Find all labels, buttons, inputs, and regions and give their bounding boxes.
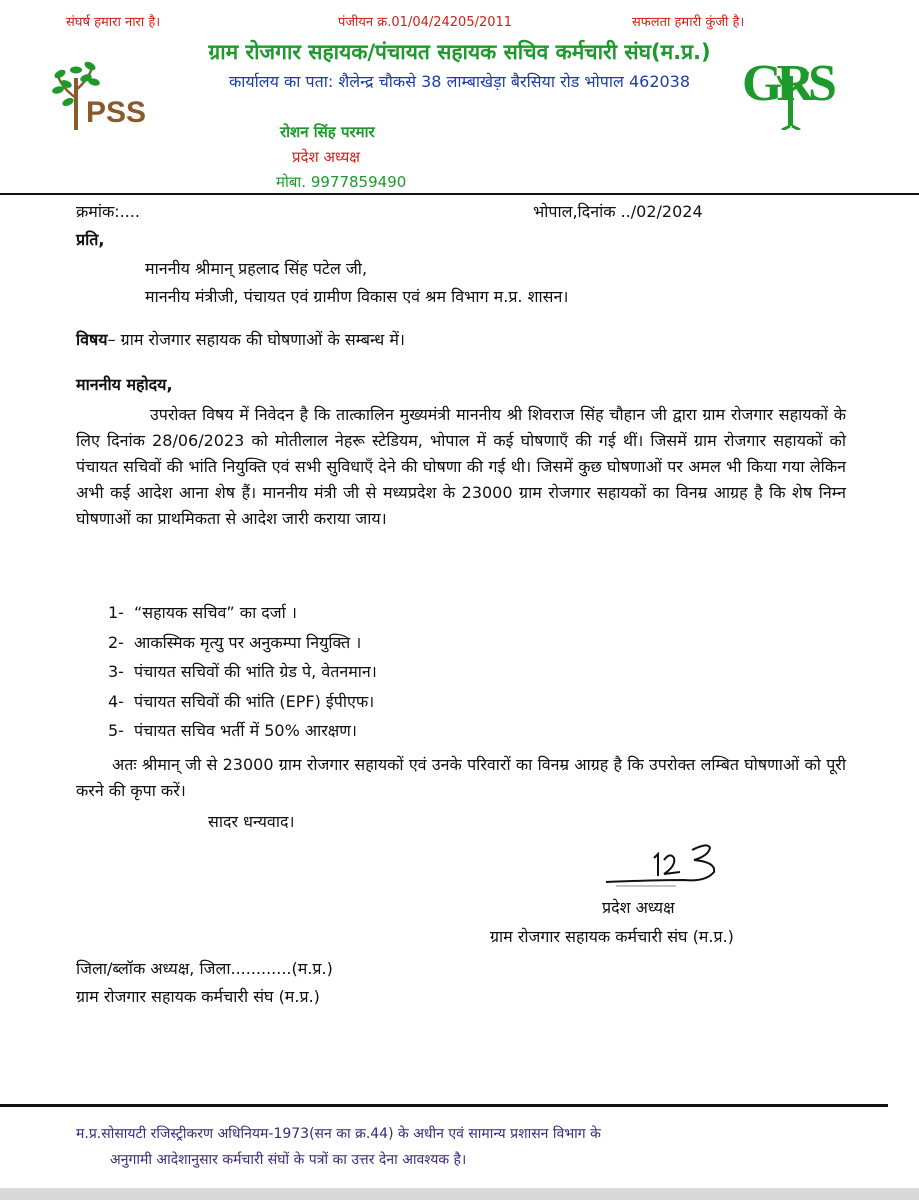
subject-label: विषय: [76, 330, 108, 349]
body-paragraph: उपरोक्त विषय में निवेदन है कि तात्कालिन मुख्यमंत्री माननीय श्री शिवराज सिंह चौहान जी द्वारा ग्राम रोजगार सहायकों के लिए दिनांक 28/06/2023 को मोतीलाल नेहरू स्टेडियम, भोपाल में कई घोषणाएँ की गई थीं। जिसमें ग्राम रोजगार सहायकों को पंचायत सचिवों की भांति नियुक्ति एवं सभी सुविधाएँ देने की घोषणा की गई थी। जिसमें कुछ घोषणाओं पर अमल भी किया गया लेकिन अभी कई आदेश आना शेष हैं। माननीय मंत्री जी से मध्यप्रदेश के 23000 ग्राम रोजगार सहायकों का विनम्र आग्रह है कि शेष निम्न घोषणाओं का प्राथमिकता से आदेश जारी कराया जाय।: [76, 405, 846, 528]
to-label: प्रति,: [76, 230, 105, 249]
reference-number: क्रमांक:....: [76, 202, 141, 221]
signer-title: प्रदेश अध्यक्ष: [602, 898, 675, 917]
recipient-line-2: माननीय मंत्रीजी, पंचायत एवं ग्रामीण विकास एवं श्रम विभाग म.प्र. शासन।: [145, 287, 569, 306]
pss-logo-text: PSS: [86, 96, 147, 129]
bottom-edge: [0, 1188, 919, 1200]
place-date: भोपाल,दिनांक ../02/2024: [533, 202, 703, 221]
subject: [76, 328, 405, 353]
list-item: 1- “सहायक सचिव” का दर्जा ।: [108, 603, 297, 622]
signature: [596, 836, 746, 892]
footer-line-2: अनुगामी आदेशानुसार कर्मचारी संघों के पत्रों का उत्तर देना आवश्यक है।: [110, 1152, 467, 1168]
footer-divider: [0, 1104, 888, 1107]
recipient-line-1: माननीय श्रीमान् प्रहलाद सिंह पटेल जी,: [145, 259, 368, 278]
closing-paragraph: अतः श्रीमान् जी से 23000 ग्राम रोजगार सहायकों एवं उनके परिवारों का विनम्र आग्रह है कि उपरोक्त लम्बित घोषणाओं को पूरी करने की कृपा करें।: [76, 755, 846, 800]
registration-number: पंजीयन क्र.01/04/24205/2011: [338, 15, 513, 30]
signature-icon: [596, 836, 746, 892]
president-title: प्रदेश अध्यक्ष: [292, 148, 361, 166]
thanks-line: सादर धन्यवाद।: [208, 812, 295, 831]
grs-logo-text: GRS: [742, 55, 831, 112]
header-divider: [0, 193, 919, 195]
office-address: कार्यालय का पता: शैलेन्द्र चौकसे 38 लाम्बाखेड़ा बैरसिया रोड भोपाल 462038: [228, 72, 691, 91]
president-name: रोशन सिंह परमार: [280, 123, 375, 141]
demand-list: [108, 598, 377, 746]
org-name: ग्राम रोजगार सहायक/पंचायत सहायक सचिव कर्मचारी संघ(म.प्र.): [208, 40, 711, 64]
pss-logo: [52, 58, 147, 134]
subject-text: – ग्राम रोजगार सहायक की घोषणाओं के सम्बन्ध में।: [107, 330, 405, 349]
slogan-right: सफलता हमारी कुंजी है।: [632, 15, 745, 30]
list-item: 2- आकस्मिक मृत्यु पर अनुकम्पा नियुक्ति ।: [108, 632, 362, 652]
mobile-number: मोबा. 9977859490: [276, 173, 407, 191]
cc-line-1: जिला/ब्लॉक अध्यक्ष, जिला............(म.प्र.): [76, 959, 333, 978]
salutation: माननीय महोदय,: [76, 375, 173, 394]
signer-organization: ग्राम रोजगार सहायक कर्मचारी संघ (म.प्र.): [490, 927, 734, 946]
list-item: 5- पंचायत सचिव भर्ती में 50% आरक्षण।: [108, 721, 357, 740]
list-item: 3- पंचायत सचिवों की भांति ग्रेड पे, वेतनमान।: [108, 662, 377, 681]
grs-logo: [742, 46, 842, 130]
slogan-left: संघर्ष हमारा नारा है।: [66, 15, 161, 30]
footer-line-1: म.प्र.सोसायटी रजिस्ट्रीकरण अधिनियम-1973(सन का क्र.44) के अधीन एवं सामान्य प्रशासन विभाग के: [76, 1126, 601, 1142]
list-item: 4- पंचायत सचिवों की भांति (EPF) ईपीएफ।: [108, 691, 375, 711]
cc-line-2: ग्राम रोजगार सहायक कर्मचारी संघ (म.प्र.): [76, 987, 320, 1006]
